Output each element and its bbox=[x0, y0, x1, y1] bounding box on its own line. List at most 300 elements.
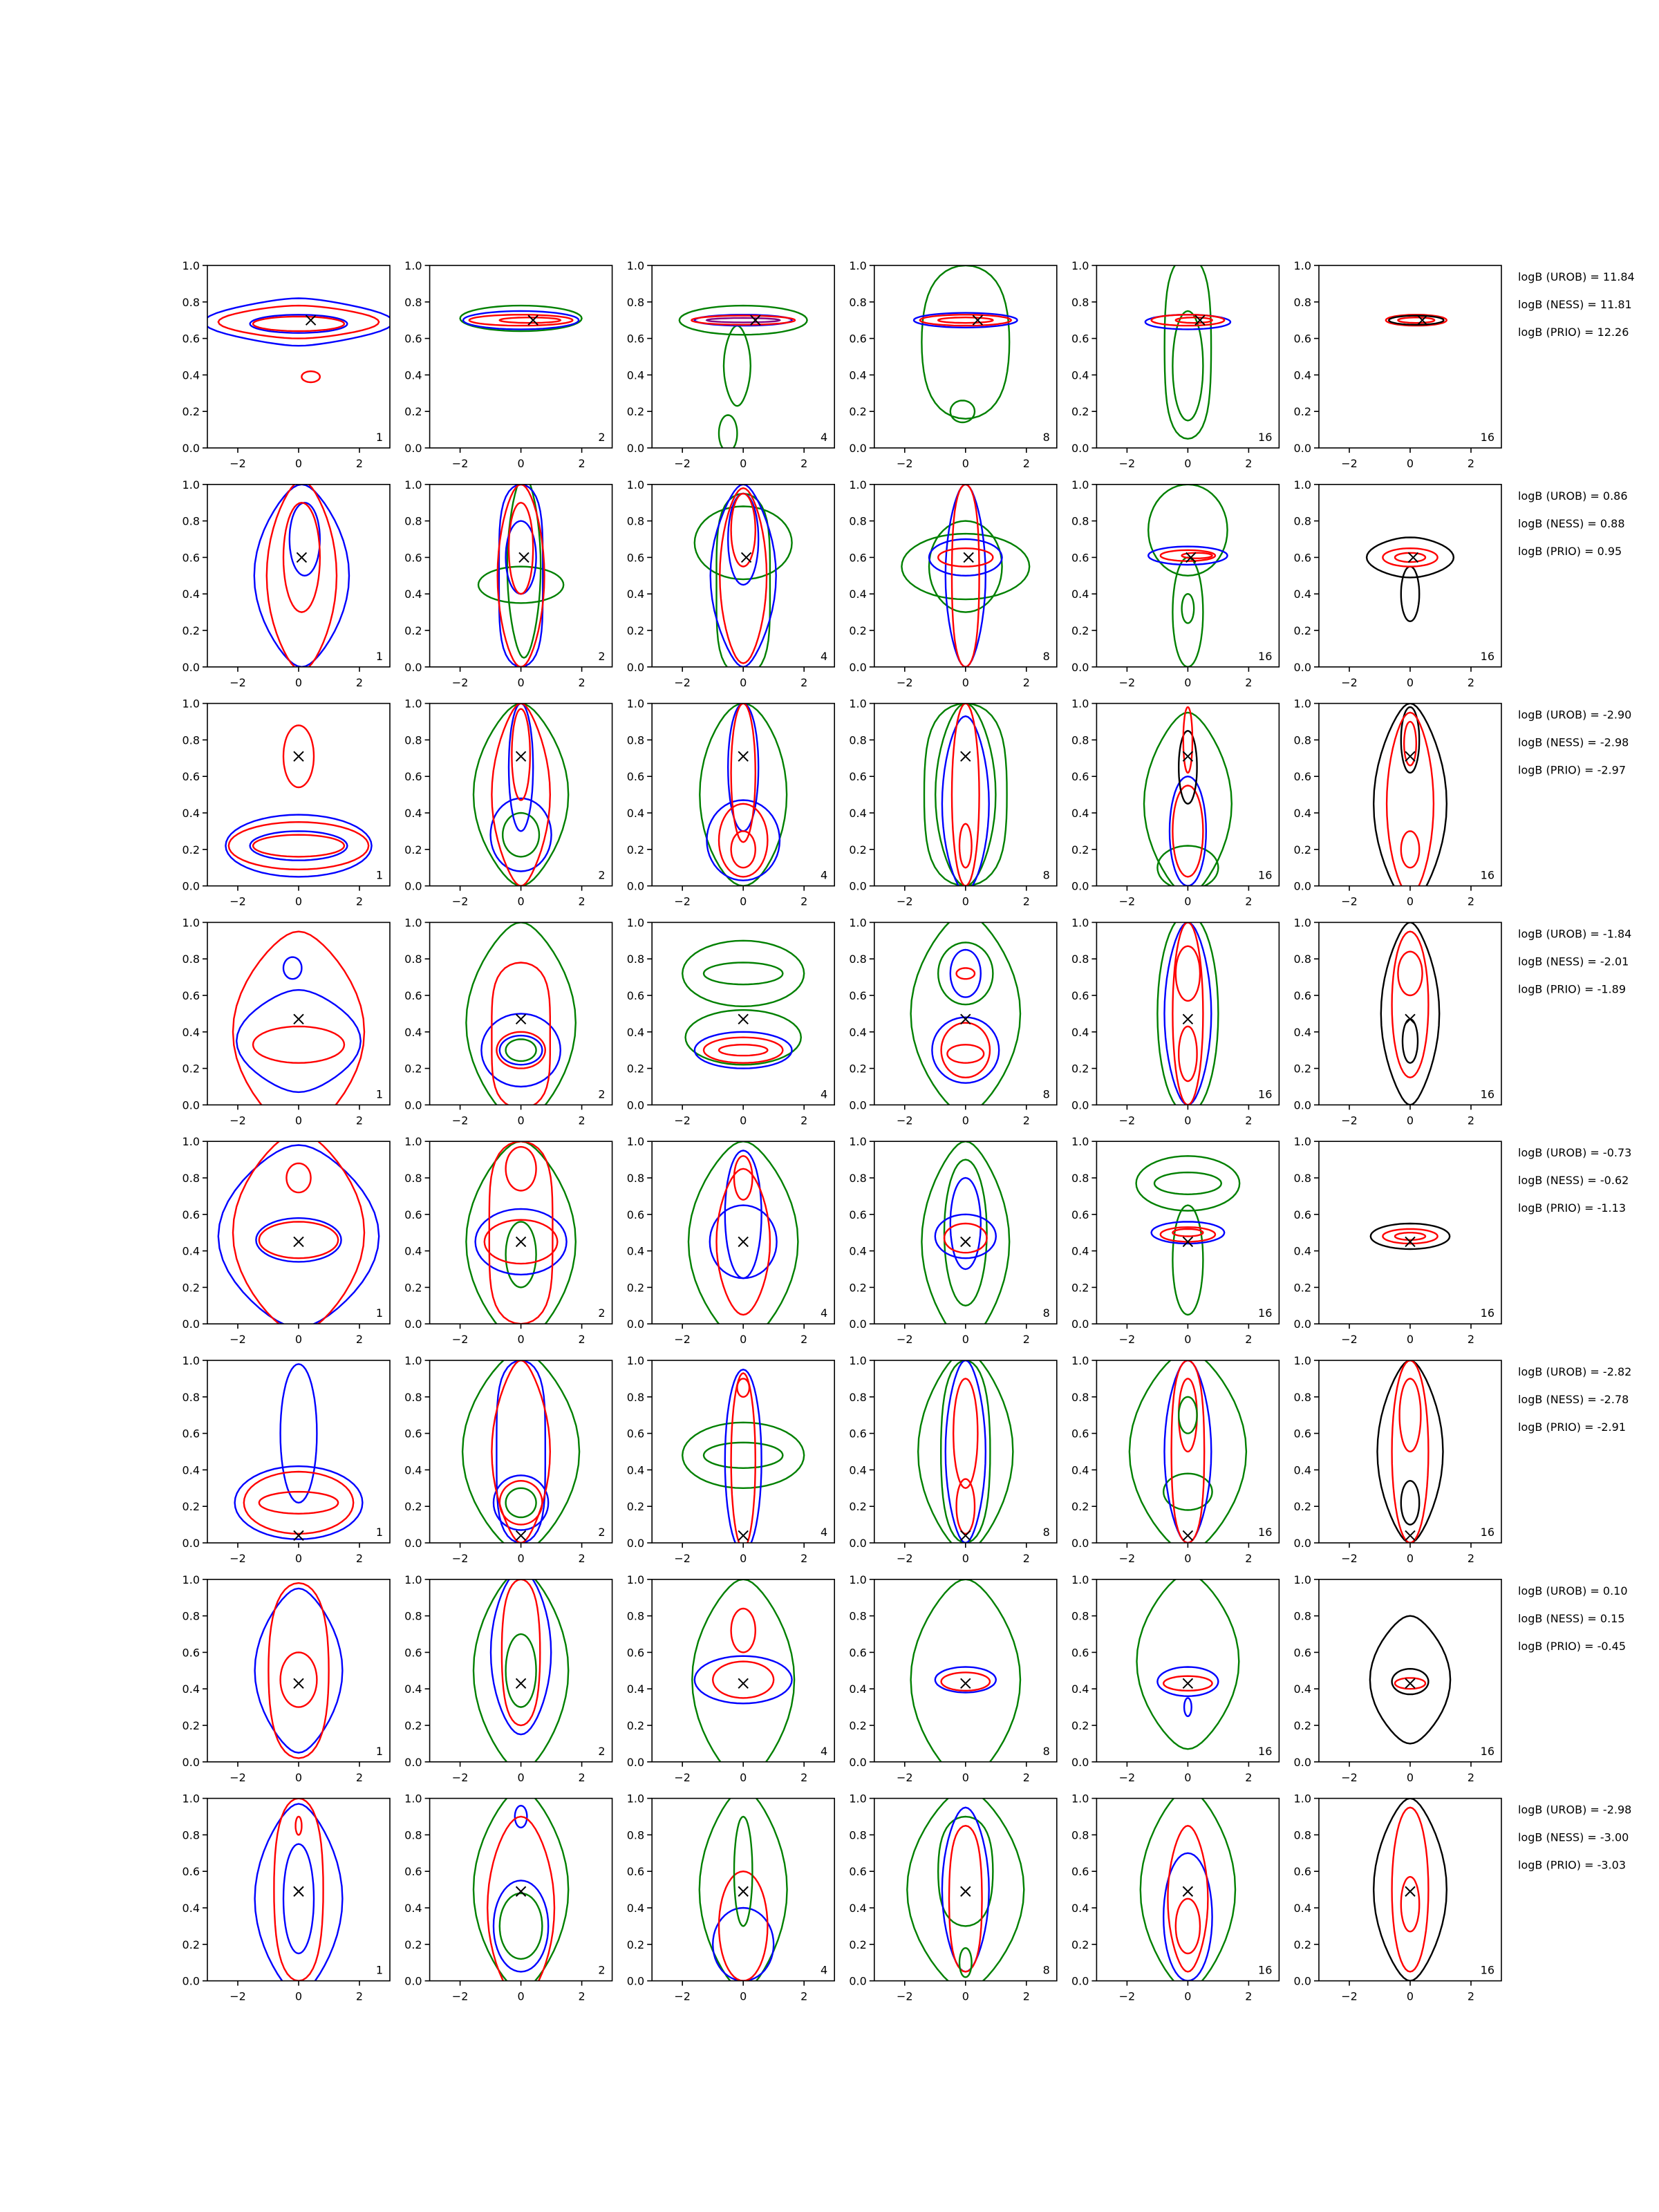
contour-blue-3 bbox=[946, 1360, 986, 1543]
contour-red-4 bbox=[259, 1221, 338, 1258]
contour-red-3 bbox=[1172, 922, 1203, 1105]
y-tick-label: 0.4 bbox=[626, 1025, 645, 1039]
contour-group bbox=[204, 299, 394, 383]
contour-green-2 bbox=[941, 1360, 990, 1543]
axes-frame bbox=[430, 265, 612, 448]
x-tick-label: −2 bbox=[451, 1770, 469, 1784]
y-tick-label: 0.4 bbox=[182, 1244, 200, 1258]
panel-corner-label: 16 bbox=[1480, 1306, 1494, 1320]
y-tick-label: 0.4 bbox=[182, 1463, 200, 1477]
y-tick-label: 0.2 bbox=[404, 1500, 422, 1514]
contour-green-1 bbox=[1136, 1156, 1240, 1210]
contour-green-2 bbox=[503, 813, 539, 856]
y-tick-label: 0.6 bbox=[849, 1427, 867, 1441]
axes-frame bbox=[1096, 1580, 1279, 1762]
y-tick-label: 0.0 bbox=[404, 1098, 422, 1112]
panel-corner-label: 16 bbox=[1258, 1087, 1273, 1101]
x-tick-label: 2 bbox=[800, 1552, 808, 1565]
y-tick-label: 0.6 bbox=[182, 1208, 200, 1221]
contour-green-2 bbox=[506, 1221, 536, 1287]
contour-blue-2 bbox=[1157, 1667, 1218, 1696]
truth-marker bbox=[516, 1530, 526, 1540]
y-tick-label: 0.6 bbox=[1071, 551, 1089, 565]
axes-frame bbox=[652, 922, 834, 1105]
axes-frame bbox=[1319, 1799, 1501, 1981]
panel-r7-c2 bbox=[404, 1571, 612, 1784]
y-tick-label: 0.0 bbox=[1071, 1974, 1089, 1988]
truth-marker bbox=[973, 315, 982, 325]
contour-group bbox=[460, 306, 582, 331]
y-tick-label: 0.0 bbox=[182, 1974, 200, 1988]
contour-green-1 bbox=[692, 1580, 794, 1780]
y-tick-label: 0.2 bbox=[1293, 405, 1311, 419]
truth-marker bbox=[297, 552, 306, 562]
y-tick-label: 0.4 bbox=[1071, 1463, 1089, 1477]
y-tick-label: 0.6 bbox=[626, 551, 645, 565]
y-tick-label: 0.2 bbox=[626, 1062, 645, 1076]
truth-marker bbox=[742, 552, 751, 562]
axes-frame bbox=[430, 1360, 612, 1543]
logb-annotation: logB (UROB) = -2.98 bbox=[1518, 1803, 1632, 1817]
panel-corner-label: 4 bbox=[821, 1744, 828, 1758]
x-tick-label: 0 bbox=[962, 1989, 969, 2003]
x-tick-label: 0 bbox=[962, 1114, 969, 1127]
x-tick-label: −2 bbox=[1118, 457, 1136, 470]
x-tick-label: 2 bbox=[578, 1114, 585, 1127]
contour-blue-2 bbox=[935, 1667, 996, 1693]
y-tick-label: 0.8 bbox=[626, 953, 645, 966]
contour-red-5 bbox=[1161, 550, 1215, 561]
x-tick-label: 2 bbox=[578, 675, 585, 689]
y-tick-label: 0.0 bbox=[404, 1974, 422, 1988]
contour-green-1 bbox=[682, 1423, 804, 1488]
x-tick-label: 2 bbox=[1467, 675, 1475, 689]
contour-red-6 bbox=[509, 503, 533, 594]
x-tick-label: 2 bbox=[1467, 457, 1475, 470]
x-tick-label: 2 bbox=[1022, 675, 1030, 689]
y-tick-label: 0.6 bbox=[182, 770, 200, 784]
truth-marker bbox=[294, 1237, 303, 1246]
x-tick-label: −2 bbox=[1341, 1333, 1358, 1347]
y-tick-label: 0.4 bbox=[626, 807, 645, 820]
axes-frame bbox=[207, 1580, 390, 1762]
y-tick-label: 0.0 bbox=[626, 1974, 645, 1988]
y-tick-label: 0.6 bbox=[1293, 1865, 1311, 1879]
contour-red-4 bbox=[491, 1360, 550, 1543]
panel-corner-label: 8 bbox=[1042, 1526, 1050, 1539]
y-tick-label: 0.0 bbox=[1071, 1537, 1089, 1550]
y-tick-label: 0.0 bbox=[1071, 1318, 1089, 1331]
contour-red-6 bbox=[1172, 1229, 1203, 1237]
contour-red-4 bbox=[731, 1609, 756, 1652]
truth-marker bbox=[738, 1530, 748, 1540]
panel-corner-label: 16 bbox=[1258, 1306, 1273, 1320]
contour-green-5 bbox=[959, 1948, 972, 1977]
axes-frame bbox=[652, 1360, 834, 1543]
truth-marker bbox=[738, 1014, 748, 1024]
panel-r3-c2 bbox=[404, 697, 612, 908]
y-tick-label: 0.2 bbox=[1293, 1938, 1311, 1951]
truth-marker bbox=[961, 1530, 971, 1540]
panel-corner-label: 2 bbox=[598, 1087, 606, 1101]
y-tick-label: 0.4 bbox=[849, 368, 867, 382]
y-tick-label: 0.0 bbox=[1293, 1755, 1311, 1769]
y-tick-label: 1.0 bbox=[1071, 478, 1089, 491]
x-tick-label: 0 bbox=[740, 457, 747, 470]
x-tick-label: 0 bbox=[517, 675, 525, 689]
y-tick-label: 0.6 bbox=[404, 989, 422, 1002]
y-tick-label: 1.0 bbox=[1293, 1573, 1311, 1586]
contour-blue-2 bbox=[256, 1218, 341, 1262]
contour-green-2 bbox=[724, 326, 751, 406]
x-tick-label: 2 bbox=[1467, 1770, 1475, 1784]
y-tick-label: 1.0 bbox=[1293, 478, 1311, 491]
contour-group bbox=[1374, 704, 1447, 904]
contour-green-3 bbox=[1182, 594, 1194, 623]
contour-red-6 bbox=[731, 494, 756, 567]
y-tick-label: 0.0 bbox=[1293, 660, 1311, 674]
x-tick-label: 0 bbox=[740, 1114, 747, 1127]
y-tick-label: 0.4 bbox=[849, 807, 867, 820]
y-tick-label: 1.0 bbox=[1071, 1135, 1089, 1149]
x-tick-label: −2 bbox=[229, 457, 246, 470]
x-tick-label: 2 bbox=[355, 1114, 364, 1127]
contour-black-4 bbox=[1401, 1481, 1419, 1524]
contour-red-3 bbox=[1398, 952, 1422, 995]
panel-r7-c6 bbox=[1294, 1573, 1501, 1784]
y-tick-label: 0.6 bbox=[1071, 332, 1089, 346]
y-tick-label: 1.0 bbox=[182, 697, 200, 711]
y-tick-label: 0.2 bbox=[182, 405, 200, 419]
contour-red-3 bbox=[233, 932, 364, 1132]
x-tick-label: −2 bbox=[451, 1552, 469, 1565]
contour-red-5 bbox=[1404, 722, 1416, 765]
axes-frame bbox=[1319, 1580, 1501, 1762]
y-tick-label: 0.2 bbox=[626, 1281, 645, 1295]
contour-green-1 bbox=[700, 704, 787, 886]
contour-black-2 bbox=[1401, 567, 1419, 621]
truth-marker bbox=[516, 1886, 526, 1896]
x-tick-label: 2 bbox=[1245, 1989, 1253, 2003]
y-tick-label: 0.2 bbox=[1293, 1500, 1311, 1514]
x-tick-label: −2 bbox=[1118, 1770, 1136, 1784]
contour-red-3 bbox=[281, 1652, 317, 1707]
x-tick-label: 0 bbox=[517, 894, 525, 908]
x-tick-label: −2 bbox=[451, 894, 469, 908]
y-tick-label: 0.4 bbox=[1071, 1683, 1089, 1696]
y-tick-label: 0.0 bbox=[182, 660, 200, 674]
y-tick-label: 0.4 bbox=[404, 1902, 422, 1915]
x-tick-label: 2 bbox=[1245, 894, 1253, 908]
contour-group bbox=[1370, 1616, 1450, 1744]
y-tick-label: 0.2 bbox=[1071, 1938, 1089, 1951]
panel-corner-label: 8 bbox=[1042, 868, 1050, 882]
contour-group bbox=[474, 1571, 568, 1771]
contour-green-1 bbox=[466, 922, 575, 1123]
y-tick-label: 0.2 bbox=[849, 1062, 867, 1076]
y-tick-label: 0.6 bbox=[626, 1865, 645, 1879]
x-tick-label: 0 bbox=[1184, 1114, 1192, 1127]
y-tick-label: 0.6 bbox=[626, 770, 645, 784]
y-tick-label: 1.0 bbox=[849, 1135, 867, 1149]
x-tick-label: −2 bbox=[1341, 675, 1358, 689]
y-tick-label: 0.0 bbox=[1293, 879, 1311, 893]
y-tick-label: 1.0 bbox=[849, 1354, 867, 1367]
y-tick-label: 0.8 bbox=[182, 733, 200, 747]
y-tick-label: 0.4 bbox=[626, 1244, 645, 1258]
contour-red-4 bbox=[253, 835, 344, 857]
y-tick-label: 0.8 bbox=[849, 514, 867, 528]
contour-red-6 bbox=[1183, 707, 1192, 773]
y-tick-label: 0.0 bbox=[849, 1974, 867, 1988]
x-tick-label: −2 bbox=[1118, 894, 1136, 908]
y-tick-label: 0.4 bbox=[182, 368, 200, 382]
x-tick-label: 2 bbox=[355, 675, 364, 689]
truth-marker bbox=[294, 751, 303, 761]
y-tick-label: 0.4 bbox=[849, 1025, 867, 1039]
y-tick-label: 0.8 bbox=[626, 1828, 645, 1842]
y-tick-label: 1.0 bbox=[1293, 1354, 1311, 1367]
y-tick-label: 0.2 bbox=[182, 1719, 200, 1732]
y-tick-label: 0.6 bbox=[849, 989, 867, 1002]
axes-frame bbox=[430, 1799, 612, 1981]
y-tick-label: 0.4 bbox=[404, 1025, 422, 1039]
contour-group bbox=[478, 476, 563, 667]
panel-r4-c3 bbox=[627, 916, 834, 1127]
panel-r2-c6 bbox=[1294, 478, 1501, 689]
y-tick-label: 0.2 bbox=[182, 1500, 200, 1514]
x-tick-label: 2 bbox=[1022, 457, 1030, 470]
panel-corner-label: 16 bbox=[1258, 649, 1273, 663]
y-tick-label: 0.6 bbox=[849, 770, 867, 784]
contour-blue-3 bbox=[494, 1475, 548, 1530]
contour-blue-2 bbox=[695, 1656, 792, 1704]
logb-annotation: logB (PRIO) = -1.13 bbox=[1518, 1201, 1626, 1215]
panel-corner-label: 16 bbox=[1258, 1744, 1273, 1758]
contour-blue-1 bbox=[236, 990, 361, 1092]
y-tick-label: 0.0 bbox=[849, 1537, 867, 1550]
x-tick-label: −2 bbox=[229, 1770, 246, 1784]
contour-blue-1 bbox=[225, 815, 371, 877]
y-tick-label: 0.0 bbox=[182, 1537, 200, 1550]
contour-black-1 bbox=[1370, 1616, 1450, 1744]
axes-frame bbox=[1096, 1141, 1279, 1324]
x-tick-label: −2 bbox=[1341, 1770, 1358, 1784]
x-tick-label: −2 bbox=[674, 1770, 691, 1784]
axes-frame bbox=[430, 485, 612, 667]
panel-r3-c1 bbox=[182, 697, 390, 908]
panel-r1-c3 bbox=[627, 259, 834, 470]
panel-corner-label: 2 bbox=[598, 1744, 606, 1758]
y-tick-label: 0.8 bbox=[626, 1390, 645, 1404]
axes-frame bbox=[1319, 704, 1501, 886]
panel-corner-label: 16 bbox=[1480, 431, 1494, 444]
x-tick-label: 2 bbox=[800, 1333, 808, 1347]
x-tick-label: 2 bbox=[355, 1770, 364, 1784]
y-tick-label: 0.4 bbox=[1071, 807, 1089, 820]
truth-marker bbox=[516, 751, 526, 761]
contour-group bbox=[679, 306, 807, 451]
x-tick-label: 2 bbox=[355, 894, 364, 908]
y-tick-label: 1.0 bbox=[404, 259, 422, 272]
x-tick-label: 0 bbox=[1406, 1552, 1414, 1565]
y-tick-label: 0.0 bbox=[1071, 1098, 1089, 1112]
y-tick-label: 0.4 bbox=[1293, 588, 1311, 601]
contour-green-1 bbox=[911, 913, 1020, 1114]
y-tick-label: 1.0 bbox=[849, 697, 867, 711]
x-tick-label: 0 bbox=[294, 1333, 303, 1347]
panel-r5-c4 bbox=[849, 1135, 1056, 1346]
panel-r2-c1 bbox=[182, 478, 390, 689]
x-tick-label: 2 bbox=[1022, 1989, 1030, 2003]
truth-marker bbox=[516, 1014, 526, 1024]
x-tick-label: −2 bbox=[897, 1552, 913, 1565]
contour-red-5 bbox=[731, 704, 756, 843]
contour-group bbox=[1141, 1789, 1235, 1989]
contour-group bbox=[682, 941, 804, 1069]
panel-r5-c1 bbox=[182, 1132, 390, 1346]
y-tick-label: 0.0 bbox=[182, 1755, 200, 1769]
y-tick-label: 0.2 bbox=[1071, 624, 1089, 637]
contour-red-4 bbox=[1176, 946, 1200, 1001]
y-tick-label: 0.6 bbox=[626, 1646, 645, 1660]
panel-corner-label: 16 bbox=[1480, 1526, 1494, 1539]
y-tick-label: 0.6 bbox=[1293, 989, 1311, 1002]
y-tick-label: 0.2 bbox=[404, 1719, 422, 1732]
x-tick-label: 0 bbox=[1184, 1770, 1192, 1784]
y-tick-label: 0.0 bbox=[626, 442, 645, 455]
contour-group bbox=[225, 725, 371, 877]
contour-red-4 bbox=[1152, 315, 1225, 326]
x-tick-label: 0 bbox=[962, 1770, 969, 1784]
axes-frame bbox=[430, 1141, 612, 1324]
contour-group bbox=[911, 913, 1020, 1114]
y-tick-label: 0.0 bbox=[1293, 1098, 1311, 1112]
contour-group bbox=[218, 1132, 379, 1333]
x-tick-label: −2 bbox=[1118, 1989, 1136, 2003]
contour-red-3 bbox=[1401, 1877, 1419, 1931]
x-tick-label: −2 bbox=[451, 675, 469, 689]
contour-blue-3 bbox=[929, 539, 1002, 576]
contour-red-5 bbox=[938, 317, 993, 323]
contour-red-5 bbox=[286, 1163, 310, 1192]
panel-corner-label: 2 bbox=[598, 868, 606, 882]
y-tick-label: 0.8 bbox=[1071, 1172, 1089, 1185]
contour-red-5 bbox=[491, 704, 550, 886]
contour-green-1 bbox=[478, 567, 563, 603]
y-tick-label: 0.4 bbox=[404, 588, 422, 601]
y-tick-label: 0.0 bbox=[626, 879, 645, 893]
truth-marker bbox=[751, 315, 760, 325]
x-tick-label: 2 bbox=[1022, 1552, 1030, 1565]
x-tick-label: 2 bbox=[1245, 1333, 1253, 1347]
y-tick-label: 0.6 bbox=[404, 770, 422, 784]
y-tick-label: 0.2 bbox=[1071, 405, 1089, 419]
y-tick-label: 1.0 bbox=[182, 916, 200, 930]
x-tick-label: 2 bbox=[1022, 1333, 1030, 1347]
y-tick-label: 0.2 bbox=[849, 1281, 867, 1295]
x-tick-label: 0 bbox=[517, 457, 525, 470]
contour-group bbox=[254, 481, 349, 671]
y-tick-label: 0.2 bbox=[1071, 843, 1089, 856]
panel-corner-label: 1 bbox=[375, 1526, 383, 1539]
y-tick-label: 1.0 bbox=[849, 259, 867, 272]
y-tick-label: 0.0 bbox=[849, 442, 867, 455]
axes-frame bbox=[207, 485, 390, 667]
y-tick-label: 0.6 bbox=[182, 551, 200, 565]
y-tick-label: 1.0 bbox=[1293, 259, 1311, 272]
contour-group bbox=[700, 1789, 787, 1989]
logb-annotation: logB (NESS) = -3.00 bbox=[1518, 1830, 1629, 1844]
contour-green-5 bbox=[500, 1893, 543, 1959]
panel-r8-c2 bbox=[404, 1789, 612, 2003]
truth-marker bbox=[1183, 1678, 1192, 1688]
y-tick-label: 0.6 bbox=[1071, 1427, 1089, 1441]
y-tick-label: 0.8 bbox=[1293, 733, 1311, 747]
axes-frame bbox=[874, 1141, 1057, 1324]
y-tick-label: 0.0 bbox=[182, 1098, 200, 1112]
contour-group bbox=[1144, 707, 1232, 895]
y-tick-label: 0.6 bbox=[182, 1865, 200, 1879]
y-tick-label: 1.0 bbox=[404, 697, 422, 711]
y-tick-label: 0.4 bbox=[1293, 368, 1311, 382]
contour-red-5 bbox=[957, 1479, 975, 1534]
y-tick-label: 0.6 bbox=[1293, 551, 1311, 565]
y-tick-label: 0.0 bbox=[404, 1755, 422, 1769]
y-tick-label: 0.2 bbox=[849, 405, 867, 419]
y-tick-label: 0.4 bbox=[404, 1463, 422, 1477]
y-tick-label: 0.8 bbox=[1293, 514, 1311, 528]
contour-green-1 bbox=[1141, 1789, 1235, 1989]
contour-red-5 bbox=[959, 824, 972, 868]
x-tick-label: 0 bbox=[517, 1114, 525, 1127]
axes-frame bbox=[652, 1580, 834, 1762]
y-tick-label: 0.8 bbox=[404, 1609, 422, 1623]
y-tick-label: 0.6 bbox=[404, 1865, 422, 1879]
y-tick-label: 0.4 bbox=[404, 1683, 422, 1696]
panel-corner-label: 1 bbox=[375, 431, 383, 444]
panel-r8-c4 bbox=[849, 1789, 1056, 2003]
y-tick-label: 0.8 bbox=[182, 1828, 200, 1842]
contour-red-4 bbox=[253, 317, 344, 331]
y-tick-label: 1.0 bbox=[626, 916, 645, 930]
y-tick-label: 0.6 bbox=[1293, 1427, 1311, 1441]
y-tick-label: 1.0 bbox=[182, 1792, 200, 1806]
contour-red-2 bbox=[1392, 932, 1429, 1078]
y-tick-label: 0.0 bbox=[1293, 1537, 1311, 1550]
contour-blue-4 bbox=[932, 1018, 999, 1083]
x-tick-label: 0 bbox=[740, 1989, 747, 2003]
y-tick-label: 0.0 bbox=[626, 1755, 645, 1769]
truth-marker bbox=[1405, 1530, 1415, 1540]
panel-r1-c2 bbox=[404, 259, 612, 470]
y-tick-label: 0.2 bbox=[849, 843, 867, 856]
panel-r5-c2 bbox=[404, 1135, 612, 1346]
x-tick-label: 0 bbox=[1406, 1114, 1414, 1127]
x-tick-label: 0 bbox=[962, 1552, 969, 1565]
y-tick-label: 0.4 bbox=[1293, 1025, 1311, 1039]
y-tick-label: 0.6 bbox=[182, 989, 200, 1002]
y-tick-label: 0.6 bbox=[404, 1646, 422, 1660]
contour-blue-2 bbox=[250, 315, 348, 332]
y-tick-label: 0.6 bbox=[1071, 1208, 1089, 1221]
x-tick-label: 0 bbox=[517, 1989, 525, 2003]
y-tick-label: 1.0 bbox=[404, 1573, 422, 1586]
truth-marker bbox=[294, 1886, 303, 1896]
y-tick-label: 0.0 bbox=[1293, 442, 1311, 455]
panel-r3-c6 bbox=[1294, 697, 1501, 908]
panel-r6-c4 bbox=[849, 1351, 1056, 1565]
